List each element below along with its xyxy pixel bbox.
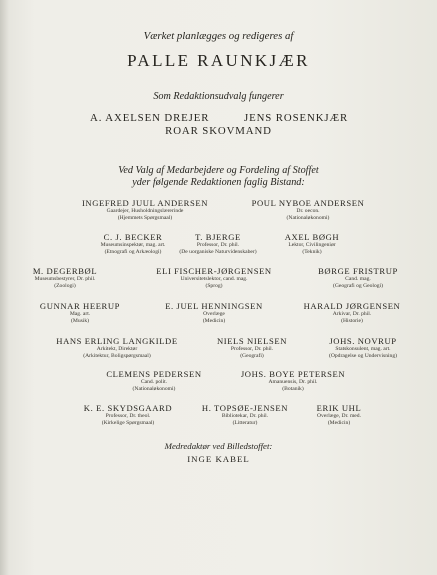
contributor-name: BØRGE FRISTRUP <box>318 266 398 276</box>
contributor-title: Professor, Dr. theol. <box>105 413 151 419</box>
contributor-name: E. JUEL HENNINGSEN <box>165 301 263 311</box>
contributor-name: HARALD JØRGENSEN <box>303 301 401 311</box>
contributor-title: Overlæge, Dr. med. <box>317 413 361 419</box>
contributor-title: Mag. art. <box>69 311 91 317</box>
contributor-title: Amanuensis, Dr. phil. <box>268 379 318 385</box>
contributor-name: POUL NYBOE ANDERSEN <box>251 198 365 208</box>
committee-member: ROAR SKOVMAND <box>165 125 272 137</box>
contributor-title: Cand. polit. <box>140 379 168 385</box>
committee-heading: Som Redaktionsudvalg fungerer <box>153 91 284 102</box>
contributor-title: Cand. mag. <box>345 276 371 282</box>
contributor <box>42 336 192 360</box>
contributor-name: NIELS NIELSEN <box>216 336 288 346</box>
contributor-field: (Medicin) <box>202 318 226 324</box>
contributor-title: Arkivar, Dr. phil. <box>332 311 372 317</box>
contributor <box>306 336 420 360</box>
contributor-name: CLEMENS PEDERSEN <box>106 369 202 379</box>
contributor-name: HANS ERLING LANGKILDE <box>56 336 178 346</box>
contributor-field: (Geografi) <box>240 353 264 359</box>
contributor-name: JOHS. NOVRUP <box>329 336 397 346</box>
contributor <box>72 198 218 222</box>
contributor-title: Professor, Dr. phil. <box>196 242 240 248</box>
contributor-field: (De uorganiske Naturvidenskaber) <box>179 249 257 255</box>
contributor-field: (Medicin) <box>327 420 351 426</box>
contributor <box>10 266 120 290</box>
contributor-name: T. BJERGE <box>195 232 241 242</box>
contributor <box>268 232 356 256</box>
contributor <box>160 232 276 256</box>
contributor-name: INGEFRED JUUL ANDERSEN <box>81 198 209 208</box>
contributor-title: Bibliotekar, Dr. phil. <box>221 413 269 419</box>
contributor <box>146 301 282 325</box>
contributor-field: (Geografi og Geologi) <box>332 283 384 289</box>
contributor <box>238 198 378 222</box>
contributor-title: Arkitekt, Direktør <box>96 346 138 352</box>
contributor-name: ELI FISCHER-JØRGENSEN <box>156 266 272 276</box>
contributor <box>72 403 184 427</box>
contributor <box>204 336 300 360</box>
contributors-heading-line: yder følgende Redaktionen faglig Bistand: <box>132 177 305 188</box>
contributor <box>190 403 300 427</box>
co-editor-name: INGE KABEL <box>187 454 250 464</box>
contributor-field: (Botanik) <box>282 386 304 392</box>
contributor <box>146 266 282 290</box>
contributor-field: (Kirkelige Spørgsmaal) <box>101 420 155 426</box>
co-editor-heading: Medredaktør ved Billedstoffet: <box>164 441 273 451</box>
intro-text: Værket planlægges og redigeres af <box>143 30 294 42</box>
contributor-field: (Litteratur) <box>232 420 258 426</box>
contributor <box>28 301 132 325</box>
contributor-field: (Etnografi og Arkæologi) <box>104 249 162 255</box>
contributor <box>286 301 418 325</box>
contributor-field: (Historie) <box>341 318 363 324</box>
contributor <box>300 266 416 290</box>
committee-member: JENS ROSENKJÆR <box>244 112 349 124</box>
contributor-title: Professor, Dr. phil. <box>230 346 274 352</box>
contributor-field: (Teknik) <box>302 249 322 255</box>
contributor-field: (Sprog) <box>205 283 223 289</box>
contributor-field: (Nationaløkonomi) <box>286 215 330 221</box>
contributors-heading-line: Ved Valg af Medarbejdere og Fordeling af Stoffet <box>118 165 319 176</box>
chief-editor-name: PALLE RAUNKJÆR <box>127 51 310 70</box>
contributor-name: AXEL BØGH <box>284 232 340 242</box>
contributor-name: GUNNAR HEERUP <box>39 301 121 311</box>
contributor-name: M. DEGERBØL <box>32 266 98 276</box>
contributor-name: ERIK UHL <box>316 403 362 413</box>
contributor <box>298 403 380 427</box>
contributor-title: Dr. oecon. <box>296 208 320 214</box>
contributor-title: Overlæge <box>203 311 225 317</box>
committee-member: A. AXELSEN DREJER <box>90 112 210 124</box>
contributor-title: Gaardejer, Husholdningslærerinde <box>106 208 184 214</box>
contributor-name: H. TOPSØE-JENSEN <box>201 403 289 413</box>
contributor-field: (Opdragelse og Undervisning) <box>328 353 398 359</box>
contributor-name: K. E. SKYDSGAARD <box>83 403 173 413</box>
contributor-title: Lektor, Civilingeniør <box>288 242 336 248</box>
contributor-title: Museumsinspektør, mag. art. <box>100 242 166 248</box>
contributor <box>96 369 212 393</box>
contributor-name: C. J. BECKER <box>103 232 163 242</box>
contributor-name: JOHS. BOYE PETERSEN <box>240 369 346 379</box>
contributor-title: Universitetslektor, cand. mag. <box>180 276 248 282</box>
contributor-field: (Nationaløkonomi) <box>132 386 176 392</box>
contributor-title: Museumsbestyrer, Dr. phil. <box>34 276 96 282</box>
contributor-field: (Hjemmets Spørgsmaal) <box>117 215 173 221</box>
contributor-field: (Zoologi) <box>54 283 76 289</box>
contributor-title: Statskonsulent, mag. art. <box>335 346 391 352</box>
contributor-field: (Musik) <box>70 318 90 324</box>
contributor <box>228 369 358 393</box>
contributor-field: (Arkitektur, Boligspørgsmaal) <box>83 353 151 359</box>
